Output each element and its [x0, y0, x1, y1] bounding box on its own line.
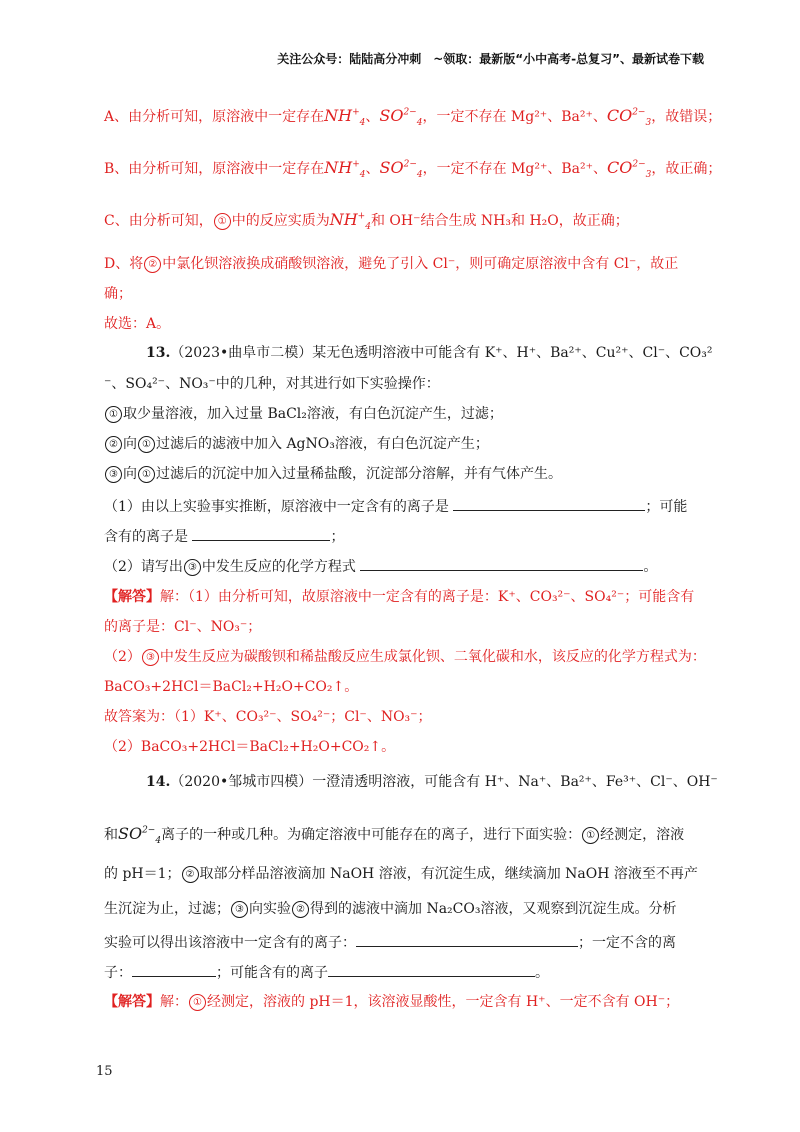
circled-three: ③ — [184, 559, 201, 576]
q13-step-1: ① 取少量溶液，加入过量 BaCl₂溶液，有白色沉淀产生，过滤； — [104, 404, 704, 424]
q14-stem-cont: 和$SO^{2-}_4$离子的一种或几种。为确定溶液中可能存在的离子，进行下面实验： ① 经测定，溶液 — [104, 824, 685, 847]
q13-answer-blank-definite[interactable] — [453, 496, 645, 511]
option-c-analysis: C、由分析可知， ① 中的反应实质为$NH^+_4$和 OH⁻结合生成 NH₃和 H₂O，故正确； — [104, 210, 629, 233]
page-number: 15 — [96, 1064, 113, 1079]
circled-one: ① — [138, 436, 155, 453]
circled-one: ① — [214, 213, 231, 230]
option-d-analysis: D、将 ② 中氯化钡溶液换成硝酸钡溶液，避免了引入 Cl⁻，则可确定原溶液中含有 Cl⁻，故正 — [104, 256, 679, 272]
circled-two: ② — [105, 436, 122, 453]
circled-three: ③ — [231, 901, 248, 918]
co3-formula: $CO^{2-}_3$ — [606, 106, 652, 129]
circled-three: ③ — [105, 466, 122, 483]
so4-formula: $SO^{2-}_4$ — [379, 158, 423, 181]
circled-one: ① — [582, 827, 599, 844]
q13-part2: （2）请写出 ③ 中发生反应的化学方程式 。 — [104, 556, 704, 577]
q14-answer-blank-possible[interactable] — [328, 962, 535, 977]
q13-stem-cont: ⁻、SO₄²⁻、NO₃⁻中的几种，对其进行如下实验操作： — [104, 376, 440, 392]
q13-solution-3: （2） ③ 中发生反应为碳酸钡和稀盐酸反应生成氯化钡、二氧化碳和水，该反应的化学方程式为： — [104, 649, 706, 665]
option-b-analysis: B、由分析可知，原溶液中一定存在$NH^+_4$、$SO^{2-}_4$，一定不存在 Mg²⁺、Ba²⁺、$CO^{2-}_3$，故正确； — [104, 158, 722, 181]
co3-formula: $CO^{2-}_3$ — [607, 158, 652, 181]
q13-step-3: ③ 向 ① 过滤后的沉淀中加入过量稀盐酸，沉淀部分溶解，并有气体产生。 — [104, 464, 704, 484]
q13-part1: （1）由以上实验事实推断，原溶液中一定含有的离子是 ；可能 — [104, 496, 704, 517]
q13-final-answer-2: （2）BaCO₃+2HCl＝BaCl₂+H₂O+CO₂↑。 — [104, 739, 396, 755]
q13-final-answer-1: 故答案为：（1）K⁺、CO₃²⁻、SO₄²⁻；Cl⁻、NO₃⁻； — [104, 709, 432, 725]
circled-one: ① — [105, 406, 122, 423]
nh4-formula: $NH^+_4$ — [324, 106, 366, 129]
q13-solution-equation: BaCO₃+2HCl＝BaCl₂+H₂O+CO₂↑。 — [104, 679, 359, 695]
nh4-formula: $NH^+_4$ — [324, 158, 366, 181]
q14-stem-line3: 的 pH＝1； ② 取部分样品溶液滴加 NaOH 溶液，有沉淀生成，继续滴加 NaOH 溶液至不再产 — [104, 866, 698, 882]
circled-one: ① — [189, 994, 206, 1011]
q14-stem: 14.（2020•邹城市四模）一澄清透明溶液，可能含有 H⁺、Na⁺、Ba²⁺、Fe³⁺、Cl⁻、OH⁻ — [146, 774, 718, 790]
option-d-analysis-cont: 确； — [104, 286, 132, 302]
q13-part1-cont: 含有的离子是 ； — [104, 526, 704, 547]
q13-step-2: ② 向 ① 过滤后的滤液中加入 AgNO₃溶液，有白色沉淀产生； — [104, 434, 704, 454]
q13-solution-1: 【解答】解：（1）由分析可知，故原溶液中一定含有的离子是：K⁺、CO₃²⁻、SO₄²⁻；可能含有 — [104, 589, 695, 605]
q14-question-2: 子： ；可能含有的离子 。 — [104, 962, 704, 983]
so4-formula: $SO^{2-}_4$ — [118, 824, 162, 847]
q13-solution-2: 的离子是：Cl⁻、NO₃⁻； — [104, 619, 262, 635]
q14-stem-line4: 生沉淀为止，过滤； ③ 向实验 ② 得到的滤液中滴加 Na₂CO₃溶液，又观察到沉淀生成。分析 — [104, 901, 677, 917]
nh4-formula: $NH^+_4$ — [329, 210, 371, 233]
q14-number: 14. — [146, 774, 171, 790]
circled-one: ① — [138, 466, 155, 483]
q14-answer-blank-definite[interactable] — [356, 932, 578, 947]
option-a-analysis: A、由分析可知，原溶液中一定存在$NH^+_4$、$SO^{2-}_4$，一定不存在 Mg²⁺、Ba²⁺、$CO^{2-}_3$，故错误； — [104, 106, 722, 129]
circled-three: ③ — [142, 649, 159, 666]
q13-answer-blank-equation[interactable] — [360, 556, 643, 571]
so4-formula: $SO^{2-}_4$ — [379, 106, 423, 129]
circled-two: ② — [182, 866, 199, 883]
q13-number: 13. — [146, 345, 171, 361]
page-header: 关注公众号：陆陆高分冲刺 ~领取：最新版“小中高考-总复习”、最新试卷下载 — [277, 52, 704, 66]
answer-choice: 故选：A。 — [104, 316, 171, 332]
q13-stem: 13.（2023•曲阜市二模）某无色透明溶液中可能含有 K⁺、H⁺、Ba²⁺、Cu²⁺、Cl⁻、CO₃² — [146, 345, 713, 361]
q14-answer-blank-absent[interactable] — [132, 962, 216, 977]
circled-two: ② — [292, 901, 309, 918]
q13-answer-blank-possible[interactable] — [192, 526, 330, 541]
q14-solution-1: 【解答】解： ① 经测定，溶液的 pH＝1，该溶液显酸性，一定含有 H⁺、一定不含有 OH⁻； — [104, 994, 680, 1010]
q14-question-1: 实验可以得出该溶液中一定含有的离子： ；一定不含的离 — [104, 932, 704, 953]
circled-two: ② — [144, 256, 161, 273]
